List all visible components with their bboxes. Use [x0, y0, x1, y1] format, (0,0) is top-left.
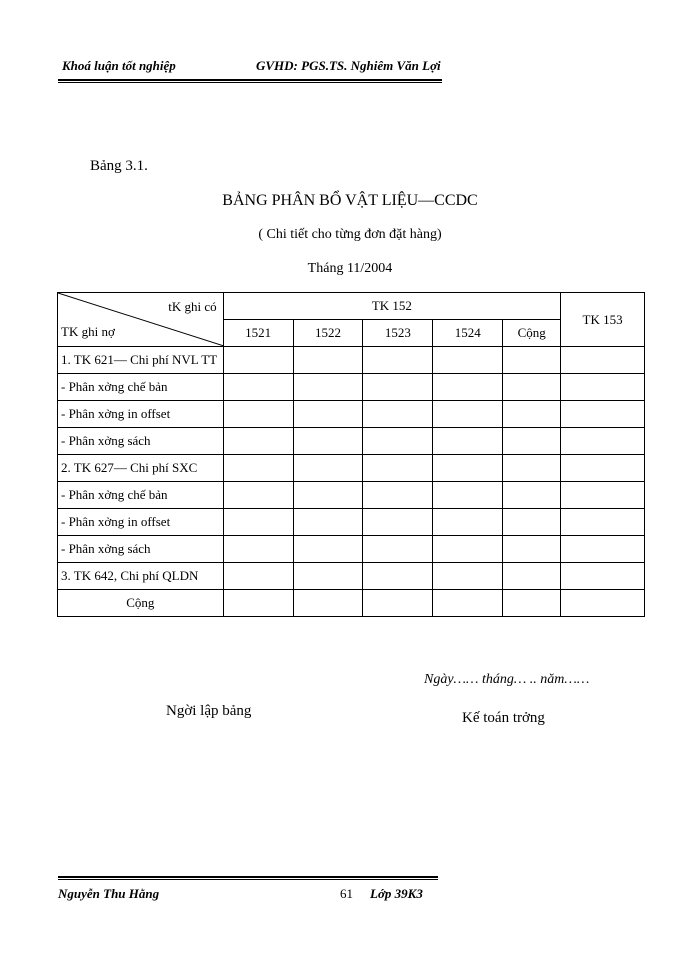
table-total-row: [58, 590, 645, 617]
row-label: - Phân xởng sách: [58, 536, 224, 563]
table-row: [58, 563, 645, 590]
tk152-header: TK 152: [223, 293, 560, 320]
footer-divider-thin: [58, 879, 438, 880]
page-number: 61: [340, 886, 353, 901]
debit-account-label: TK ghi nợ: [61, 324, 115, 339]
footer-divider: [58, 876, 438, 878]
document-subtitle: ( Chi tiết cho từng đơn đặt hàng): [258, 227, 442, 242]
footer-author: Nguyễn Thu Hằng: [58, 886, 160, 901]
col-total: Cộng: [503, 320, 561, 347]
row-label: 1. TK 621— Chi phí NVL TT: [58, 347, 224, 374]
row-label: - Phân xởng chế bản: [58, 482, 224, 509]
table-row: [58, 536, 645, 563]
table-row: [58, 374, 645, 401]
row-label: - Phân xởng sách: [58, 428, 224, 455]
document-period: Tháng 11/2004: [307, 261, 393, 276]
table-caption: Bảng 3.1.: [90, 158, 148, 174]
col-1521: 1521: [223, 320, 293, 347]
table-row: [58, 509, 645, 536]
table-row: [58, 482, 645, 509]
table-header-row: [58, 293, 645, 320]
row-label: 3. TK 642, Chi phí QLDN: [58, 563, 224, 590]
credit-account-label: tK ghi có: [168, 299, 217, 314]
col-1522: 1522: [293, 320, 363, 347]
corner-cell: [58, 293, 224, 347]
header-divider-thin: [58, 82, 442, 83]
row-label: - Phân xởng in offset: [58, 401, 224, 428]
table-row: [58, 347, 645, 374]
col-1524: 1524: [433, 320, 503, 347]
allocation-table: [57, 292, 645, 617]
document-title: BẢNG PHÂN BỔ VẬT LIỆU—CCDC: [222, 192, 478, 209]
row-label: - Phân xởng in offset: [58, 509, 224, 536]
chief-accountant-label: Kế toán trởng: [462, 710, 545, 726]
header-thesis-label: Khoá luận tốt nghiệp: [62, 58, 176, 73]
tk153-header: TK 153: [561, 293, 645, 347]
table-row: [58, 455, 645, 482]
header-divider: [58, 79, 442, 81]
preparer-signature-label: Ngời lập bảng: [166, 703, 252, 719]
row-label: - Phân xởng chế bản: [58, 374, 224, 401]
table-row: [58, 428, 645, 455]
col-1523: 1523: [363, 320, 433, 347]
page-header: [62, 58, 442, 78]
table-row: [58, 401, 645, 428]
row-label: 2. TK 627— Chi phí SXC: [58, 455, 224, 482]
footer-class: Lớp 39K3: [370, 886, 423, 901]
date-line: Ngày…… tháng… .. năm……: [424, 672, 590, 687]
total-label: Cộng: [58, 590, 224, 617]
header-advisor: GVHD: PGS.TS. Nghiêm Văn Lợi: [256, 58, 441, 73]
